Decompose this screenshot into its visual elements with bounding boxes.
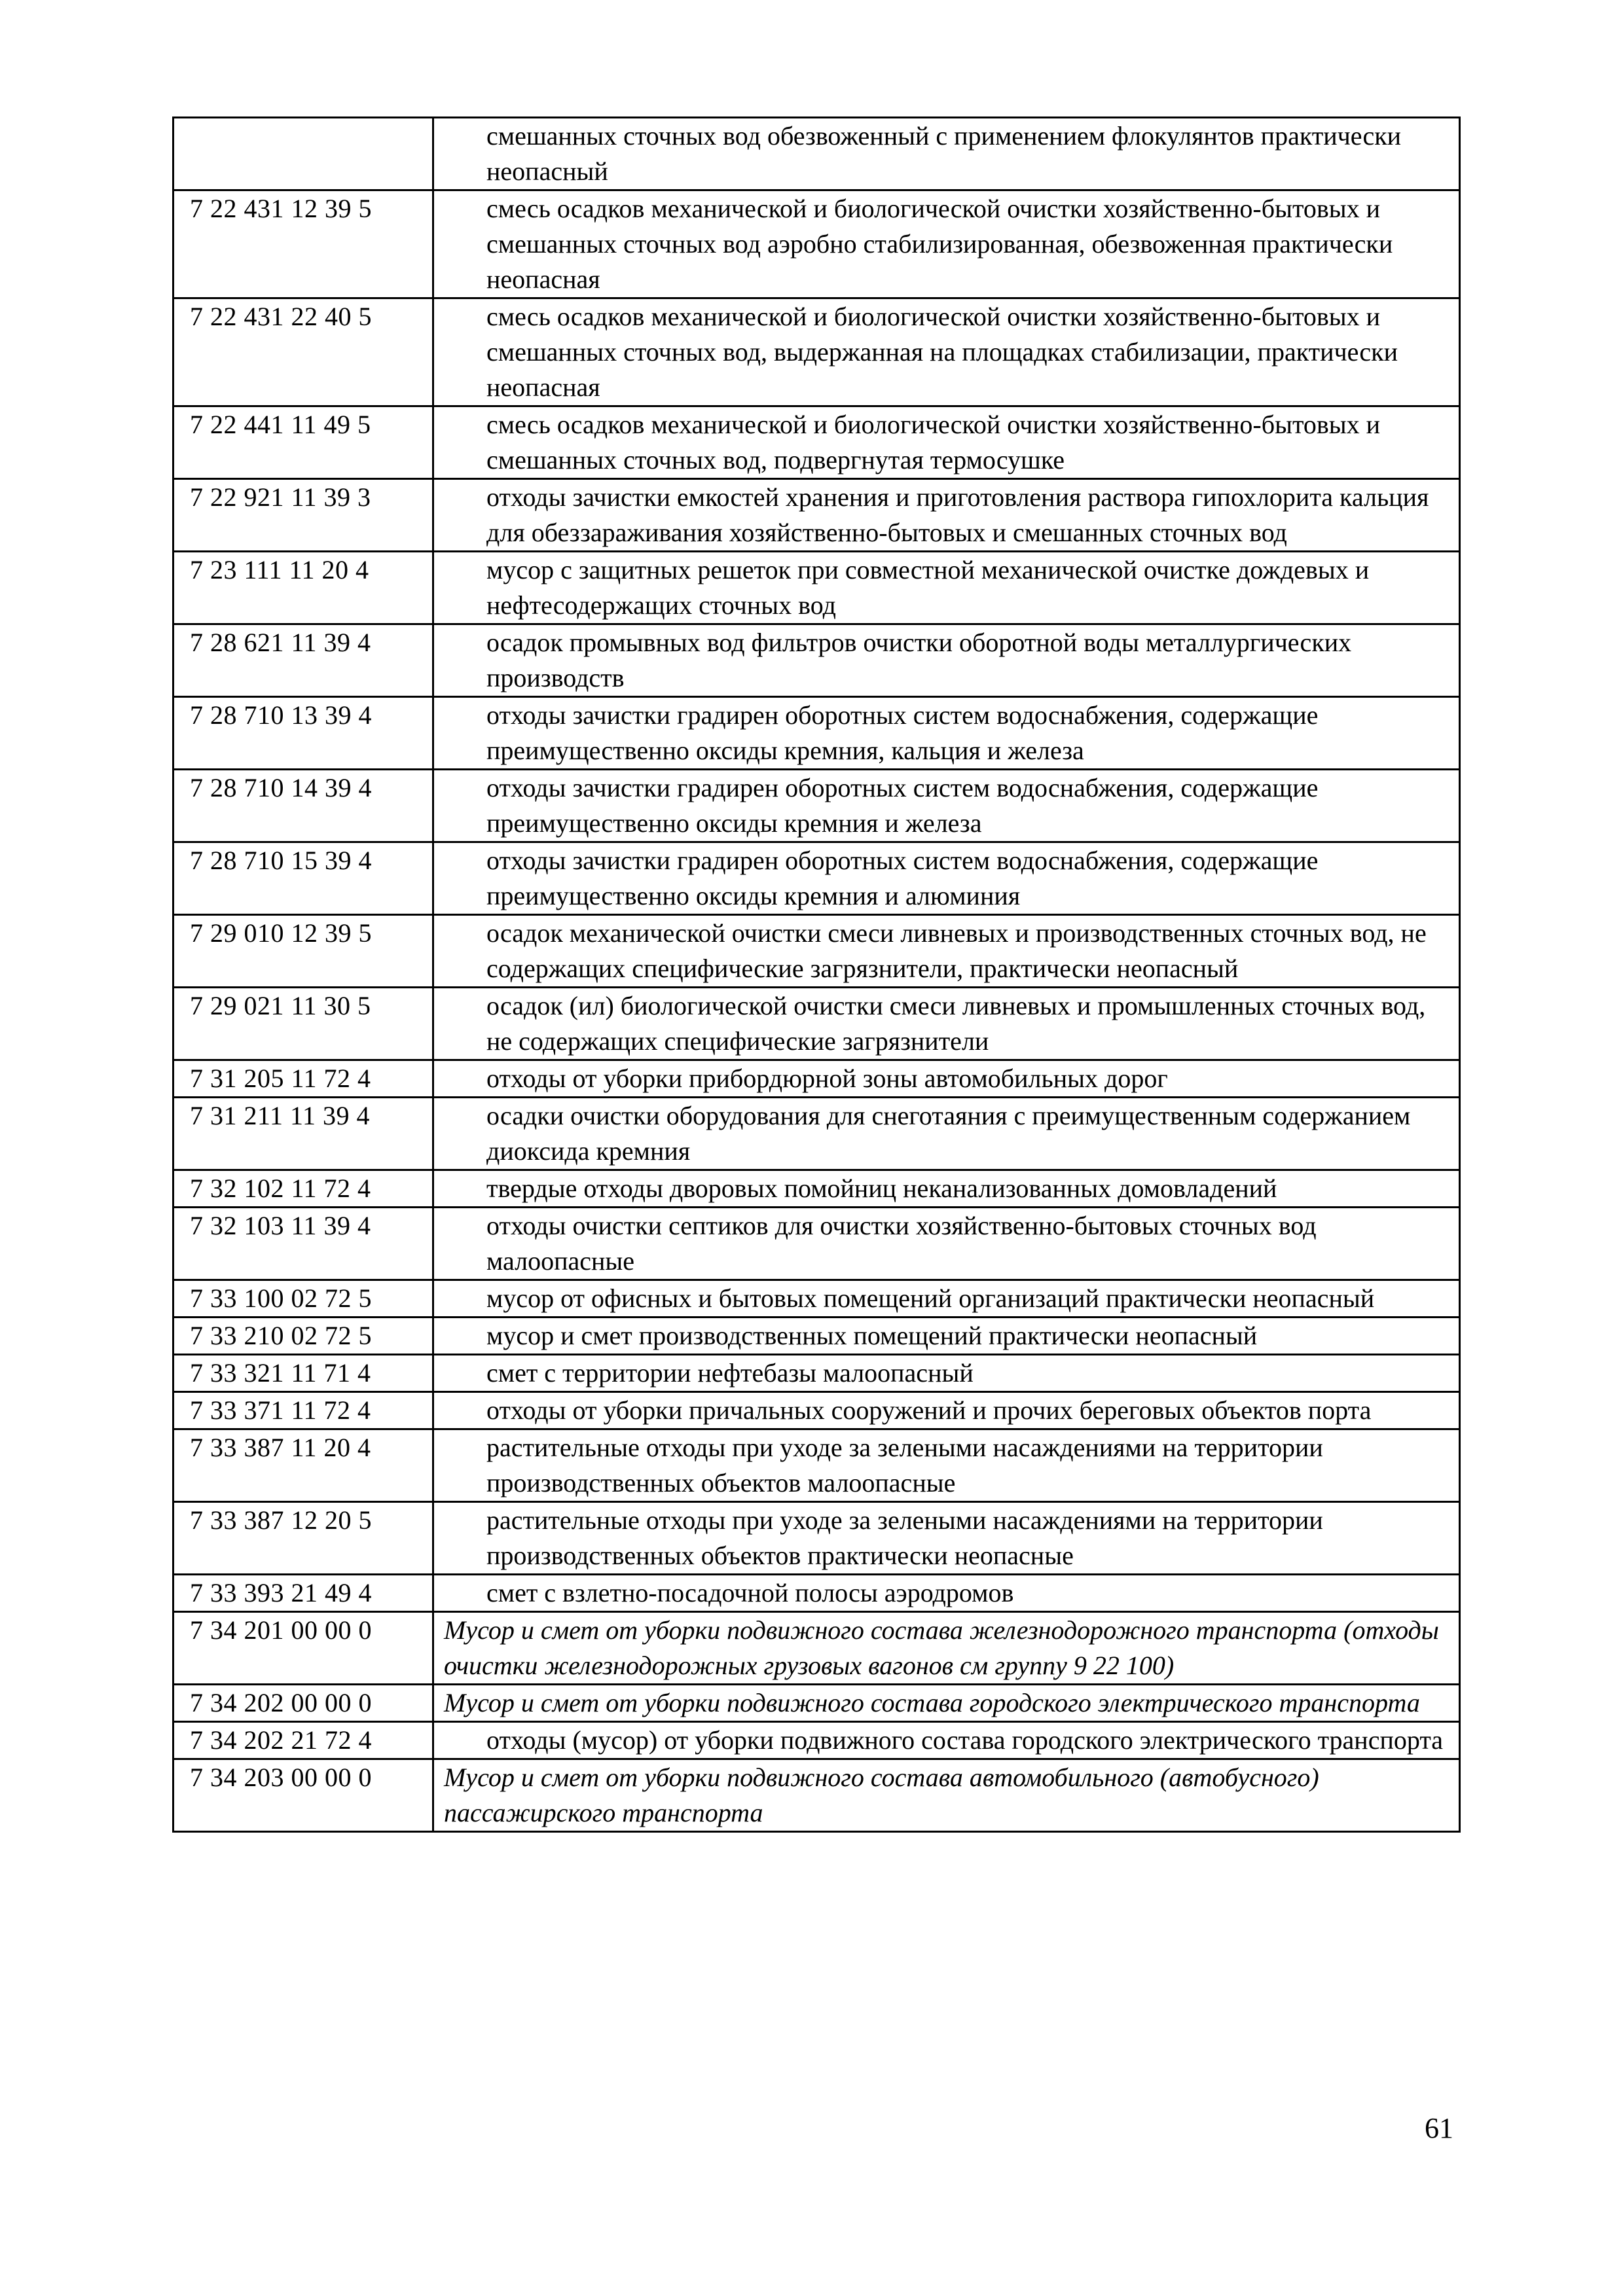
table-row: [173, 770, 1460, 842]
waste-code-cell: [173, 118, 433, 190]
waste-description-cell: отходы зачистки градирен оборотных систем водоснабжения, содержащие преимущественно оксиды кремния и алюминия: [433, 842, 1460, 915]
waste-description-cell: смесь осадков механической и биологической очистки хозяйственно-бытовых и смешанных сточных вод аэробно стабилизированная, обезвоженная практически неопасная: [433, 190, 1460, 298]
waste-code-cell: 7 33 321 11 71 4: [173, 1355, 433, 1392]
waste-description-cell: отходы очистки септиков для очистки хозяйственно-бытовых сточных вод малоопасные: [433, 1208, 1460, 1280]
waste-description-cell: твердые отходы дворовых помойниц неканализованных домовладений: [433, 1170, 1460, 1208]
table-row: [173, 1392, 1460, 1429]
waste-description-cell: смешанных сточных вод обезвоженный с применением флокулянтов практически неопасный: [433, 118, 1460, 190]
waste-description-cell: растительные отходы при уходе за зелеными насаждениями на территории производственных объектов малоопасные: [433, 1429, 1460, 1502]
waste-description-cell: отходы зачистки градирен оборотных систем водоснабжения, содержащие преимущественно оксиды кремния, кальция и железа: [433, 697, 1460, 770]
table-row: [173, 1318, 1460, 1355]
table-row: [173, 624, 1460, 697]
table-row: [173, 988, 1460, 1060]
waste-description-cell: смесь осадков механической и биологической очистки хозяйственно-бытовых и смешанных сточных вод, подвергнутая термосушке: [433, 406, 1460, 479]
waste-code-cell: 7 33 210 02 72 5: [173, 1318, 433, 1355]
table-row: [173, 915, 1460, 988]
waste-description-cell: осадок промывных вод фильтров очистки оборотной воды металлургических производств: [433, 624, 1460, 697]
table-row: [173, 1208, 1460, 1280]
waste-classification-table: [172, 117, 1461, 1833]
waste-code-cell: 7 33 100 02 72 5: [173, 1280, 433, 1318]
waste-code-cell: 7 32 103 11 39 4: [173, 1208, 433, 1280]
waste-code-cell: 7 33 393 21 49 4: [173, 1575, 433, 1612]
waste-code-cell: 7 34 203 00 00 0: [173, 1759, 433, 1832]
waste-code-cell: 7 32 102 11 72 4: [173, 1170, 433, 1208]
waste-description-cell: мусор и смет производственных помещений практически неопасный: [433, 1318, 1460, 1355]
table-row: [173, 190, 1460, 298]
waste-description-cell: смет с территории нефтебазы малоопасный: [433, 1355, 1460, 1392]
waste-code-cell: 7 33 371 11 72 4: [173, 1392, 433, 1429]
waste-description-cell: мусор от офисных и бытовых помещений организаций практически неопасный: [433, 1280, 1460, 1318]
waste-description-cell: осадки очистки оборудования для снеготаяния с преимущественным содержанием диоксида кремния: [433, 1098, 1460, 1170]
table-row: [173, 1429, 1460, 1502]
table-row: [173, 1502, 1460, 1575]
table-row: [173, 1280, 1460, 1318]
waste-code-cell: 7 29 010 12 39 5: [173, 915, 433, 988]
table-body: [173, 118, 1460, 1832]
waste-code-cell: 7 22 921 11 39 3: [173, 479, 433, 552]
table-row: [173, 1759, 1460, 1832]
waste-group-title-cell: Мусор и смет от уборки подвижного состава автомобильного (автобусного) пассажирского транспорта: [433, 1759, 1460, 1832]
waste-code-cell: 7 28 621 11 39 4: [173, 624, 433, 697]
table-row: [173, 1575, 1460, 1612]
table-row: [173, 1355, 1460, 1392]
waste-description-cell: растительные отходы при уходе за зелеными насаждениями на территории производственных объектов практически неопасные: [433, 1502, 1460, 1575]
table-row: [173, 1170, 1460, 1208]
table-row: [173, 842, 1460, 915]
table-row: [173, 298, 1460, 406]
waste-description-cell: осадок (ил) биологической очистки смеси ливневых и промышленных сточных вод, не содержащих специфические загрязнители: [433, 988, 1460, 1060]
table-row: [173, 406, 1460, 479]
page-number: 61: [1425, 2112, 1453, 2144]
waste-code-cell: 7 22 431 22 40 5: [173, 298, 433, 406]
waste-code-cell: 7 33 387 12 20 5: [173, 1502, 433, 1575]
waste-code-cell: 7 34 202 00 00 0: [173, 1685, 433, 1722]
table-row: [173, 1060, 1460, 1098]
waste-group-title-cell: Мусор и смет от уборки подвижного состава железнодорожного транспорта (отходы очистки железнодорожных грузовых вагонов см группу 9 22 100): [433, 1612, 1460, 1685]
waste-description-cell: осадок механической очистки смеси ливневых и производственных сточных вод, не содержащих специфические загрязнители, практически неопасный: [433, 915, 1460, 988]
table-row: [173, 697, 1460, 770]
waste-code-cell: 7 28 710 14 39 4: [173, 770, 433, 842]
table-row: [173, 1098, 1460, 1170]
waste-code-cell: 7 28 710 15 39 4: [173, 842, 433, 915]
waste-code-cell: 7 28 710 13 39 4: [173, 697, 433, 770]
waste-code-cell: 7 33 387 11 20 4: [173, 1429, 433, 1502]
table-row: [173, 479, 1460, 552]
waste-description-cell: отходы (мусор) от уборки подвижного состава городского электрического транспорта: [433, 1722, 1460, 1759]
waste-code-cell: 7 23 111 11 20 4: [173, 552, 433, 624]
waste-description-cell: отходы зачистки градирен оборотных систем водоснабжения, содержащие преимущественно оксиды кремния и железа: [433, 770, 1460, 842]
waste-description-cell: смет с взлетно-посадочной полосы аэродромов: [433, 1575, 1460, 1612]
waste-description-cell: отходы от уборки причальных сооружений и прочих береговых объектов порта: [433, 1392, 1460, 1429]
waste-code-cell: 7 31 205 11 72 4: [173, 1060, 433, 1098]
table-row: [173, 118, 1460, 190]
table-row: [173, 1612, 1460, 1685]
waste-code-cell: 7 34 201 00 00 0: [173, 1612, 433, 1685]
waste-description-cell: отходы зачистки емкостей хранения и приготовления раствора гипохлорита кальция для обеззараживания хозяйственно-бытовых и смешанных сточных вод: [433, 479, 1460, 552]
waste-description-cell: отходы от уборки прибордюрной зоны автомобильных дорог: [433, 1060, 1460, 1098]
waste-code-cell: 7 29 021 11 30 5: [173, 988, 433, 1060]
waste-code-cell: 7 34 202 21 72 4: [173, 1722, 433, 1759]
waste-description-cell: смесь осадков механической и биологической очистки хозяйственно-бытовых и смешанных сточных вод, выдержанная на площадках стабилизации, практически неопасная: [433, 298, 1460, 406]
table-row: [173, 1685, 1460, 1722]
waste-group-title-cell: Мусор и смет от уборки подвижного состава городского электрического транспорта: [433, 1685, 1460, 1722]
waste-code-cell: 7 31 211 11 39 4: [173, 1098, 433, 1170]
waste-code-cell: 7 22 431 12 39 5: [173, 190, 433, 298]
waste-description-cell: мусор с защитных решеток при совместной механической очистке дождевых и нефтесодержащих сточных вод: [433, 552, 1460, 624]
table-row: [173, 1722, 1460, 1759]
table-row: [173, 552, 1460, 624]
waste-code-cell: 7 22 441 11 49 5: [173, 406, 433, 479]
